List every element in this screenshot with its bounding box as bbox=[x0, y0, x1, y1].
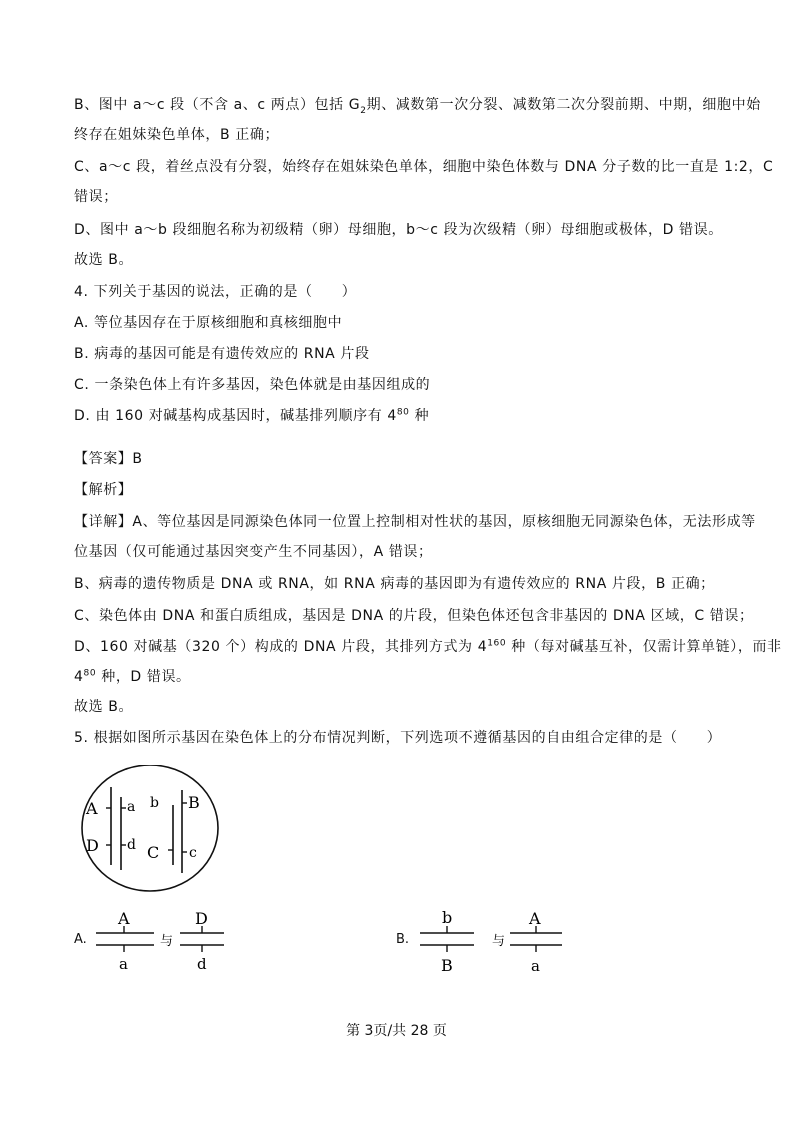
chromosome-diagram bbox=[78, 765, 223, 895]
option-a-figure bbox=[94, 905, 244, 975]
gene-label-a: a bbox=[127, 799, 136, 815]
option-a-connector: 与 bbox=[160, 934, 174, 949]
gene-label-d: d bbox=[127, 837, 136, 853]
text-run: 故选 B。 bbox=[74, 699, 134, 715]
text-run: 【详解】A、等位基因是同源染色体同一位置上控制相对性状的基因，原核细胞无同源染色体，无法形成等 bbox=[74, 514, 756, 530]
text-line bbox=[74, 95, 761, 115]
option-a-right-bottom: d bbox=[197, 955, 207, 973]
text-run: B、病毒的遗传物质是 DNA 或 RNA，如 RNA 病毒的基因即为有遗传效应的 RNA 片段，B 正确； bbox=[74, 576, 715, 592]
option-b-letter: B. bbox=[396, 932, 410, 947]
text-run: 故选 B。 bbox=[74, 252, 134, 268]
text-run: 【解析】 bbox=[74, 482, 133, 498]
text-run: 期、减数第一次分裂、减数第二次分裂前期、中期，细胞中始 bbox=[366, 97, 761, 113]
text-line bbox=[74, 606, 754, 626]
text-run: 【答案】B bbox=[74, 451, 143, 467]
option-b-figure bbox=[416, 905, 576, 977]
text-line bbox=[74, 157, 773, 177]
gene-label-A: A bbox=[86, 799, 98, 818]
option-b-left-bottom: B bbox=[441, 956, 453, 975]
text-run: 5. 根据如图所示基因在染色体上的分布情况判断，下列选项不遵循基因的自由组合定律的是（ ） bbox=[74, 730, 722, 746]
text-line bbox=[74, 480, 132, 500]
text-line bbox=[74, 449, 143, 469]
gene-label-c: c bbox=[189, 845, 197, 861]
text-line bbox=[74, 344, 370, 364]
text-line bbox=[74, 697, 133, 717]
text-run: 种（每对碱基互补，仅需计算单链），而非 bbox=[506, 639, 782, 655]
text-line bbox=[74, 125, 279, 145]
text-run: 种，D 错误。 bbox=[96, 669, 191, 685]
text-run: B. 病毒的基因可能是有遗传效应的 RNA 片段 bbox=[74, 346, 370, 362]
text-line bbox=[74, 542, 433, 562]
text-line bbox=[74, 574, 715, 594]
text-run: 种 bbox=[409, 408, 430, 424]
text-run: 80 bbox=[396, 407, 410, 418]
text-run: D. 由 160 对碱基构成基因时，碱基排列顺序有 4 bbox=[74, 408, 397, 424]
option-a-left-bottom: a bbox=[119, 955, 128, 973]
text-run: D、图中 a～b 段细胞名称为初级精（卵）母细胞，b～c 段为次级精（卵）母细胞或极体，D 错误。 bbox=[74, 222, 723, 238]
text-line bbox=[74, 667, 191, 687]
text-run: B、图中 a～c 段（不含 a、c 两点）包括 G bbox=[74, 97, 361, 113]
text-line bbox=[74, 250, 133, 270]
option-b-right-top: A bbox=[529, 909, 541, 928]
option-a-left-top: A bbox=[118, 909, 130, 928]
text-line bbox=[74, 220, 723, 240]
page-footer: 第 3页/共 28 页 bbox=[346, 1023, 447, 1039]
cell-outline bbox=[82, 765, 218, 891]
option-a-right-top: D bbox=[195, 909, 208, 928]
text-run: C. 一条染色体上有许多基因，染色体就是由基因组成的 bbox=[74, 377, 431, 393]
text-run: 位基因（仅可能通过基因突变产生不同基因），A 错误； bbox=[74, 544, 433, 560]
text-line bbox=[74, 187, 118, 207]
option-b-left-top: b bbox=[442, 908, 453, 927]
text-run: 2 bbox=[360, 105, 367, 116]
text-run: 160 bbox=[487, 638, 507, 649]
option-b-right-bottom: a bbox=[531, 957, 540, 975]
text-line bbox=[74, 728, 721, 748]
option-a[interactable] bbox=[74, 905, 244, 975]
gene-label-b: b bbox=[150, 795, 159, 811]
text-run: 80 bbox=[83, 668, 97, 679]
option-a-letter: A. bbox=[74, 932, 87, 947]
gene-label-B: B bbox=[188, 793, 200, 812]
text-line bbox=[74, 375, 430, 395]
text-run: 4 bbox=[74, 669, 84, 685]
text-line bbox=[74, 313, 342, 333]
text-line bbox=[74, 406, 429, 426]
text-run: 4. 下列关于基因的说法，正确的是（ ） bbox=[74, 284, 357, 300]
text-run: 错误； bbox=[74, 189, 118, 205]
text-run: C、染色体由 DNA 和蛋白质组成，基因是 DNA 的片段，但染色体还包含非基因的 DNA 区域，C 错误； bbox=[74, 608, 754, 624]
option-b-connector: 与 bbox=[492, 934, 506, 949]
text-line bbox=[74, 637, 782, 657]
option-b[interactable] bbox=[396, 905, 576, 977]
text-run: D、160 对碱基（320 个）构成的 DNA 片段，其排列方式为 4 bbox=[74, 639, 488, 655]
text-run: A. 等位基因存在于原核细胞和真核细胞中 bbox=[74, 315, 343, 331]
text-line bbox=[74, 282, 356, 302]
text-run: 终存在姐妹染色单体，B 正确； bbox=[74, 127, 280, 143]
text-line bbox=[74, 512, 756, 532]
gene-label-C: C bbox=[147, 843, 160, 862]
gene-label-D: D bbox=[86, 836, 99, 855]
text-run: C、a～c 段，着丝点没有分裂，始终存在姐妹染色单体，细胞中染色体数与 DNA 分子数的比一直是 1:2，C bbox=[74, 159, 774, 175]
